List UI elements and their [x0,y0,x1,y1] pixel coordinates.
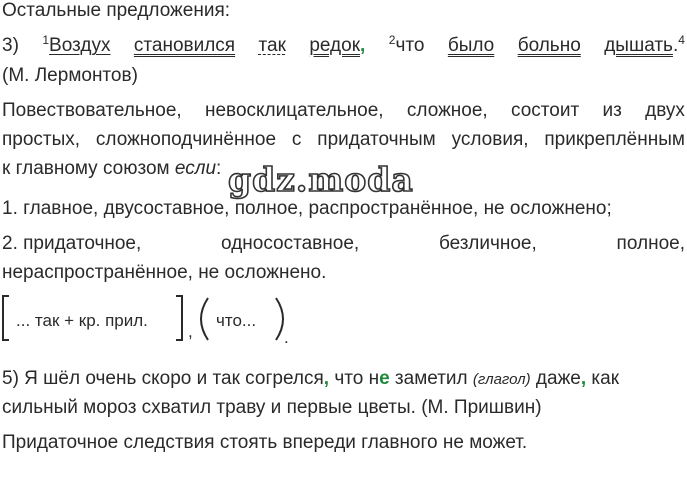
word-group-4 [604,35,685,57]
analysis-word: сложное, [406,100,488,121]
word-group-1 [42,35,110,57]
green-comma-2: , [580,368,587,389]
sentence-5-text: заметил [389,368,473,389]
analysis-word: прикреплённым [544,129,685,150]
left-square-bracket [3,296,9,340]
clause-2-word: 2. придаточное, [2,233,142,254]
clause-mark-4: 4 [678,33,685,47]
analysis-text: к главному союзом [2,158,175,179]
clause-2-word: односоставное, [221,233,360,254]
analysis-word: условия, [451,129,529,150]
analysis-word: простых, [2,129,81,150]
clause-1-description: 1. главное, двусоставное, полное, распространённое, не осложнено; [2,198,612,219]
clause-2-description-line-1 [2,233,685,255]
sentence-5-text: 5) Я шёл очень скоро и так согрелся [2,368,324,389]
sentence-number: 3) [2,35,19,56]
right-round-bracket [276,298,283,340]
predicate-adj-word: редок [309,35,361,56]
clause-mark-1: 1 [42,33,50,47]
sentence-5-text: что н [329,368,380,389]
analysis-word: из [602,100,622,121]
subject-word: Воздух [49,35,111,56]
conclusion-text: Придаточное следствия стоять впереди главного не может. [2,432,528,453]
sentence-5-text: как [586,368,620,389]
sentence-5-text: даже [530,368,581,389]
sentence-scheme [0,292,300,354]
clause-mark-2: 2 [388,33,396,47]
aux-word: было [447,35,495,56]
infinitive-word: дышать [604,35,673,56]
analysis-word: двух [645,100,685,121]
analysis-line-3 [2,158,221,180]
green-comma-1: , [323,368,330,389]
sentence-5-line-1 [2,368,619,391]
analysis-word: с [291,129,302,150]
analysis-line-1 [2,100,685,122]
sentence-3-author: (М. Лермонтов) [2,65,138,86]
conjunction-italic: если [174,158,217,179]
analysis-word: невосклицательное, [205,100,384,121]
watermark-logo: gdz.moda [228,160,414,199]
clause-2-word: безличное, [438,233,537,254]
clause-2-word: полное, [616,233,685,254]
analysis-colon: : [216,158,222,179]
word-group-3 [389,35,425,57]
analysis-word: придаточным [317,129,436,150]
sentence-3 [2,35,685,57]
adverb-word: так [258,35,286,56]
predicate-word: становился [133,35,236,56]
main-clause-scheme: ... так + кр. прил. [16,311,148,330]
predicate-word-2: больно [517,35,581,56]
clause-2-description-line-2: нераспространённое, не осложнено. [2,262,327,283]
analysis-word: Повествовательное, [2,100,182,121]
part-of-speech-note: (глагол) [472,371,531,388]
green-letter: е [379,368,390,389]
word-group-2 [309,35,365,57]
clause-comma: , [360,35,366,56]
conjunction-word: что [395,35,425,56]
analysis-word: состоит [511,100,580,121]
sub-clause-scheme: что... [216,311,257,330]
section-heading: Остальные предложения: [2,0,231,21]
scheme-period: . [284,328,289,347]
right-square-bracket [176,296,182,340]
sentence-5-line-2: сильный мороз схватил траву и первые цветы. (М. Пришвин) [2,397,542,418]
scheme-comma: , [188,322,193,341]
left-round-bracket [201,298,208,340]
sentence-period: . [672,35,679,56]
analysis-line-2 [2,129,685,151]
analysis-word: сложноподчинённое [95,129,277,150]
